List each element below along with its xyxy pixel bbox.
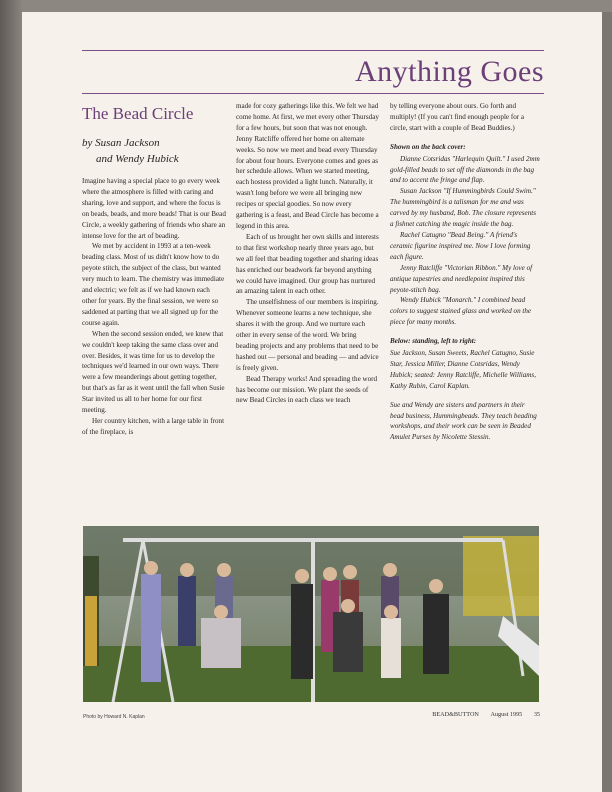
column-2	[236, 101, 380, 406]
paragraph: The unselfishness of our members is inspiring. Whenever someone learns a new technique, she shares it with the group. And we nurture each other in every sense of the word. We bring beading projects and any problems that need to be hashed out — personal and beading — and advice is freely given.	[236, 298, 379, 372]
magazine-name: BEAD&BUTTON	[432, 711, 479, 718]
page-footer	[422, 711, 540, 718]
paragraph: Bead Therapy works! And spreading the word has become our mission. We plant the seeds of new Bead Circles in each class we teach	[236, 374, 378, 405]
paragraph: Her country kitchen, with a large table in front of the fireplace, is	[82, 416, 225, 436]
group-photo	[83, 526, 539, 702]
header-rule-bottom	[82, 93, 544, 94]
paragraph: by telling everyone about ours. Go forth and multiply! (If you can't find enough people for a circle, start with a couple of Bead Buddies.)	[390, 102, 525, 132]
photo-caption: Sue Jackson, Susan Sweets, Rachel Catugno, Susie Star, Jessica Miller, Dianne Cotsridas, Wendy Hubick; seated: Jenny Ratcliffe, Michelle Williams, Kathy Rubin, Carol Kaplan.	[390, 349, 536, 390]
caption-item: Dianne Cotsridas "Harlequin Quilt." I used 2mm gold-filled beads to set off the diamonds in the bag and to accent the fringe and flap.	[390, 154, 540, 185]
paragraph: We met by accident in 1993 at a ten-week beading class. Most of us didn't know how to do peyote stitch, the subject of the class, but wanted very much to learn. The chemistry was immediate and electric; we felt as if we had known each other for years. By the final session, we were so saddened at parting that we all signed up for the course again.	[82, 242, 225, 327]
column-3	[390, 101, 540, 443]
caption-item: Jenny Ratcliffe "Victorian Ribbon." My love of antique tapestries and needlepoint inspired this peyote-stitch bag.	[390, 263, 533, 294]
photo-credit: Photo by Howard N. Kaplan	[83, 714, 145, 720]
issue-date: August 1995	[490, 711, 523, 718]
byline-line-1: by Susan Jackson	[82, 137, 160, 149]
caption-item: Susan Jackson "If Hummingbirds Could Swim." The hummingbird is a talisman for me and was carved by my husband, Bob. The closure represents a fishnet catching the magic inside the bag.	[390, 187, 536, 229]
byline-line-2: and Wendy Hubick	[96, 153, 179, 165]
scan-edge	[22, 0, 612, 12]
caption-item: Rachel Catugno "Bead Being." A friend's ceramic figurine inspired me. Now I love forming each figure.	[390, 230, 531, 261]
section-banner: Anything Goes	[355, 55, 544, 88]
caption-heading: Shown on the back cover:	[390, 142, 466, 151]
book-binding	[0, 0, 22, 792]
photo-caption-heading: Below: standing, left to right:	[390, 337, 477, 346]
paragraph: made for cozy gatherings like this. We felt we had come home. At first, we met every other Thursday for a few hours, but soon that was not enough. Jenny Ratcliffe offered her home on alternate weeks. So now we meet and bead every Thursday for about four hours. Everyone comes and goes as her schedule allows. When we started meeting, each hostess provided a light lunch. Naturally, it wasn't long before we were all bringing new recipes or special goodies. So now every gathering is a feast, and Bead Circle has become a legend in this area.	[236, 102, 379, 230]
group-photo-illustration	[83, 526, 539, 702]
paragraph: When the second session ended, we knew that we couldn't keep taking the same class over and over. Besides, it was time for us to develop the techniques we'd learned in our own ways. There were a few meanderings about getting together, but that's as far as it went until the fall when Susie Star invited us all to her home for our first meeting.	[82, 329, 225, 415]
article-title: The Bead Circle	[82, 104, 194, 123]
paragraph: Each of us brought her own skills and interests to that first workshop nearly three years ago, but we all feel that beading together and sharing ideas has enriched our beadwork far beyond anything we could have imagined. Our group has nurtured an amazing talent in each other.	[236, 232, 379, 296]
byline	[82, 135, 179, 167]
author-note: Sue and Wendy are sisters and partners in their bead business, Hummingbeads. They teach beading workshops, and their work can be seen in Beaded Amulet Purses by Nicolette Stessin.	[390, 400, 537, 442]
column-1	[82, 176, 226, 438]
paragraph: Imagine having a special place to go every week where the atmosphere is filled with caring and sharing, love and support, and where the focus is on beads, beads, and more beads! That is our Bead Circle, a weekly gathering of friends who share an intense love for the art of beading.	[82, 177, 226, 240]
caption-item: Wendy Hubick "Monarch." I combined bead colors to suggest stained glass and worked on the piece for many months.	[390, 296, 532, 327]
header-rule-top	[82, 50, 544, 51]
page-number: 35	[533, 711, 540, 718]
